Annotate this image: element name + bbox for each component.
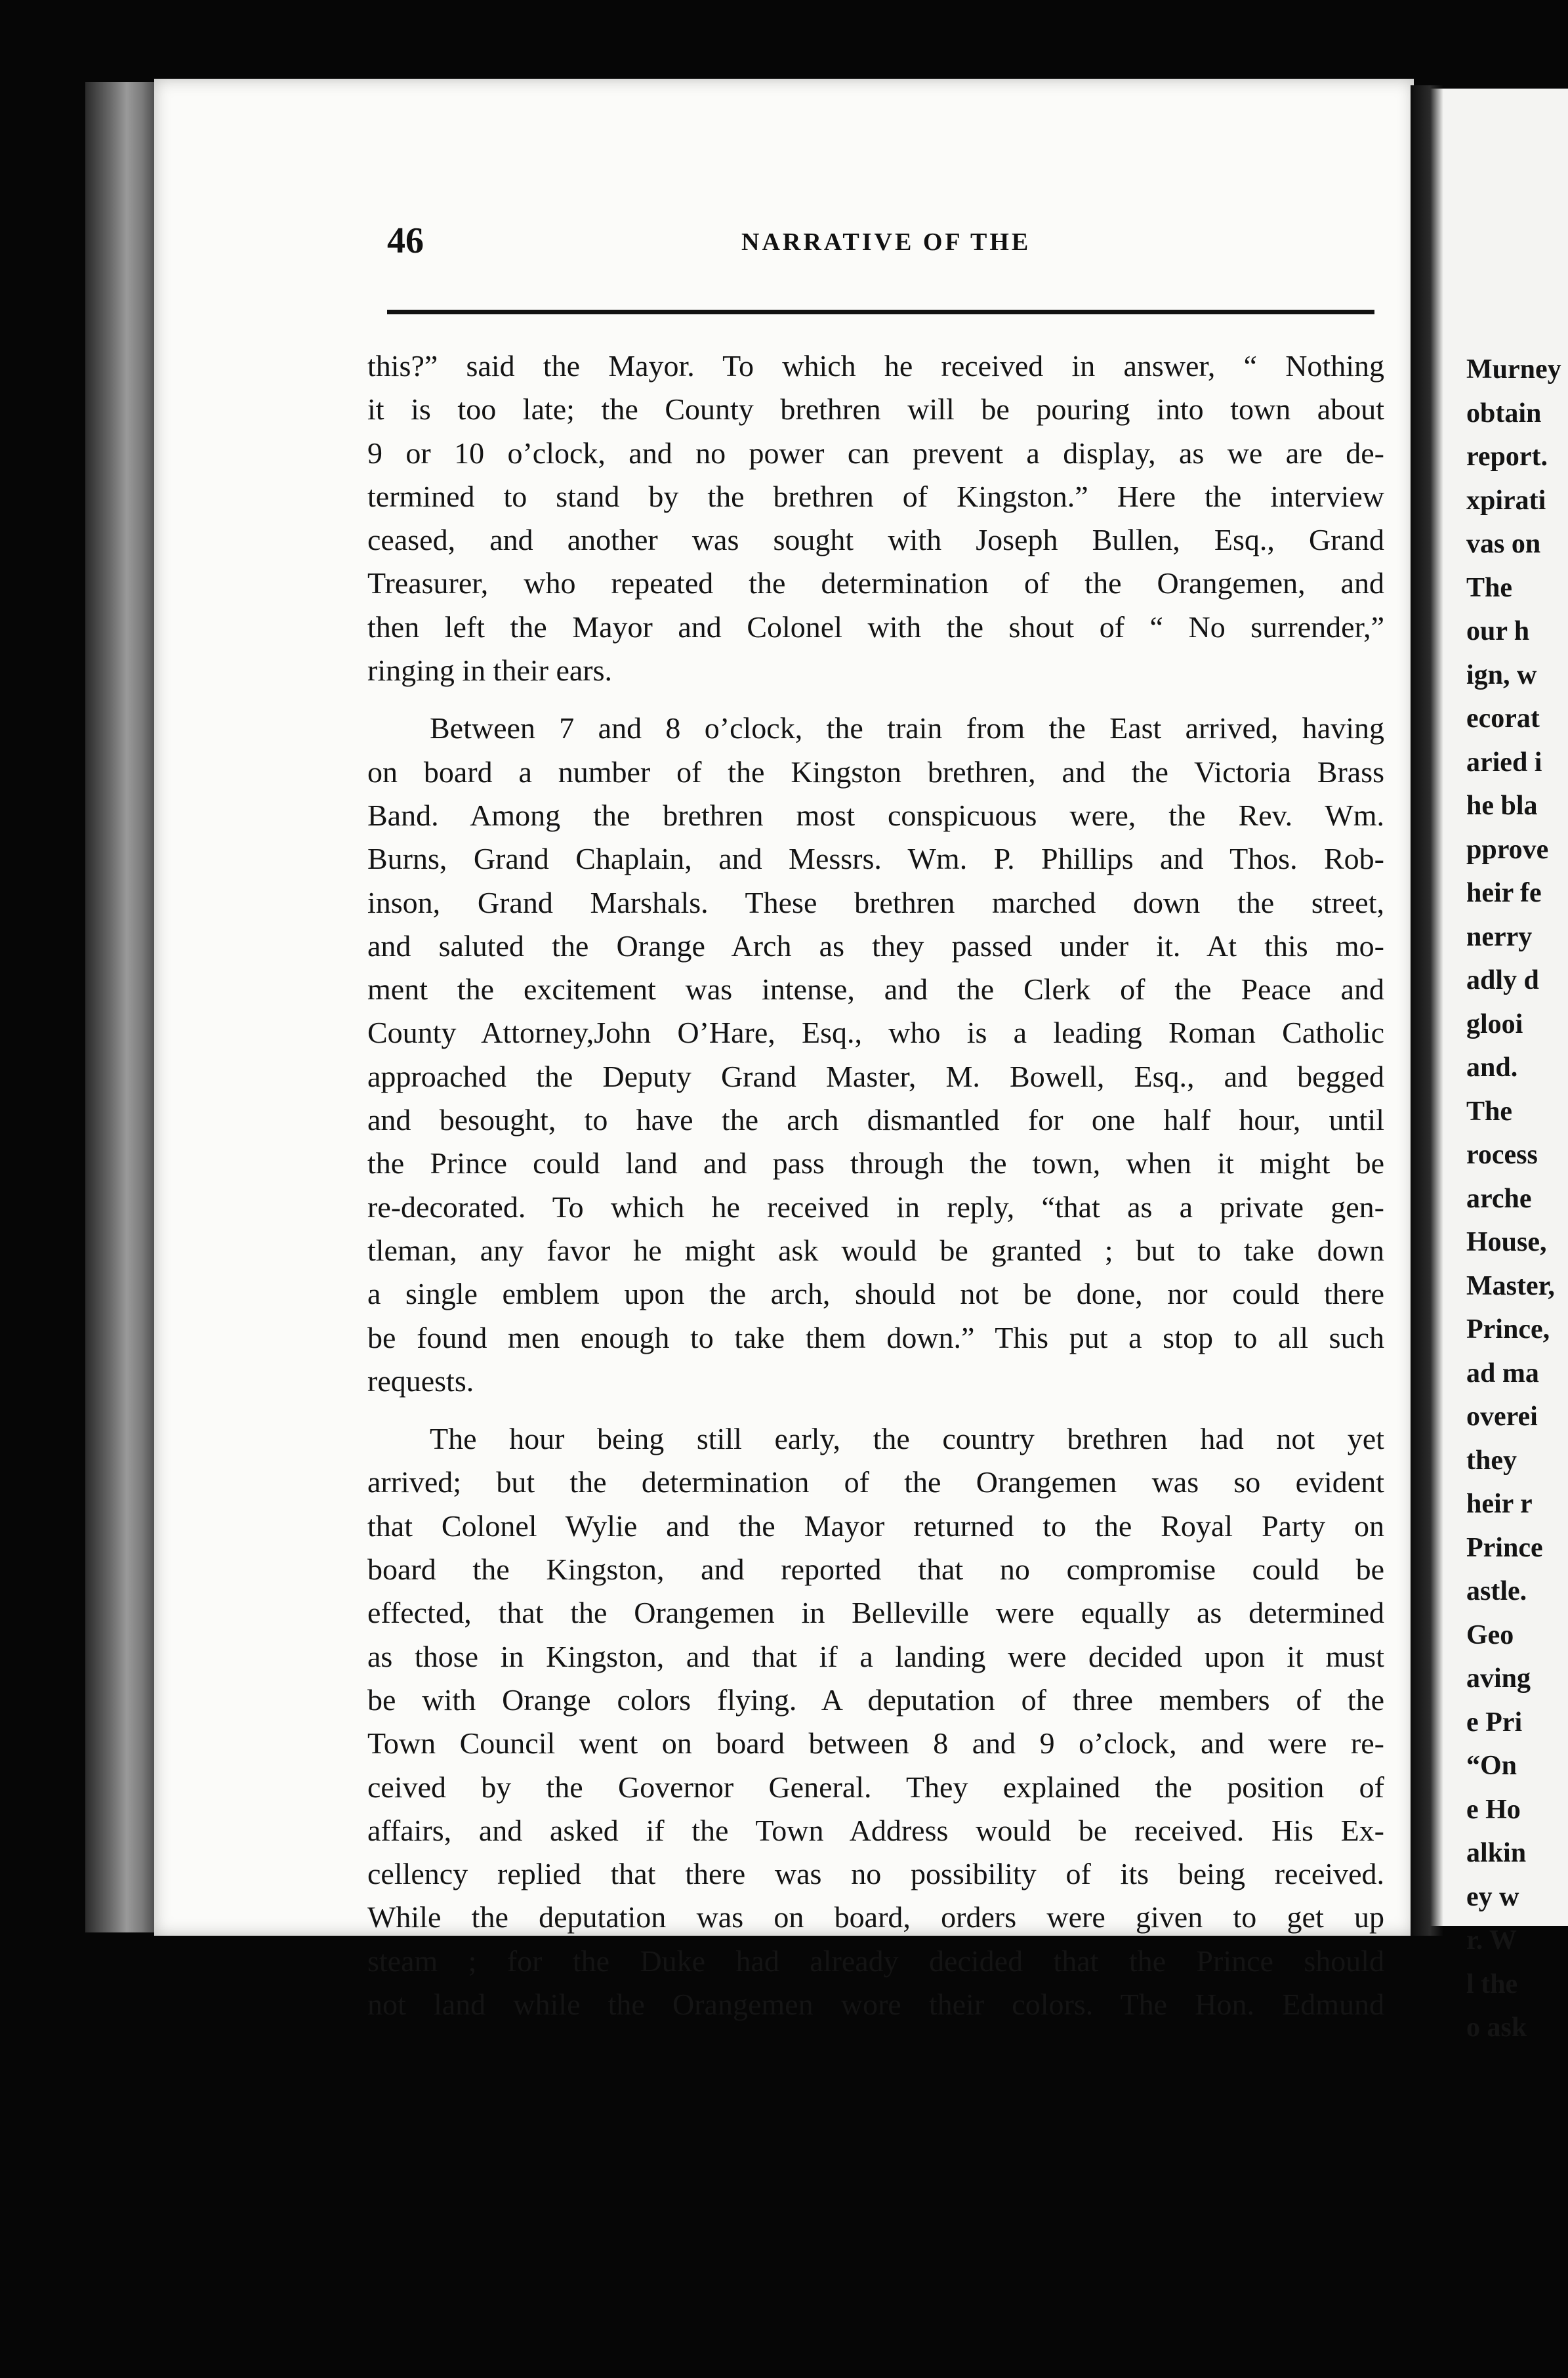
body-text <box>367 344 1384 2026</box>
text-line: Between 7 and 8 o’clock, the train from the East arrived, having <box>430 711 1384 745</box>
fragment-line: heir fe <box>1466 878 1542 908</box>
fragment-line: Prince <box>1466 1532 1543 1563</box>
text-line: County Attorney,John O’Hare, Esq., who is a leading Roman Catholic <box>367 1016 1384 1050</box>
text-line: the Prince could land and pass through the town, when it might be <box>367 1146 1384 1180</box>
fragment-line: “On <box>1466 1751 1517 1781</box>
paragraph-gap <box>367 692 1384 707</box>
gutter-shadow <box>1411 85 1443 1936</box>
fragment-line: aried i <box>1466 747 1542 778</box>
text-line: requests. <box>367 1364 474 1398</box>
fragment-line: e Pri <box>1466 1707 1523 1738</box>
fragment-line: Murney <box>1466 354 1561 385</box>
fragment-line: our h <box>1466 616 1530 646</box>
fragment-line: Geo <box>1466 1619 1514 1650</box>
text-line: be found men enough to take them down.” This put a stop to all such <box>367 1320 1384 1354</box>
fragment-line: astle. <box>1466 1576 1527 1606</box>
fragment-line: arche <box>1466 1183 1532 1214</box>
text-line: cellency replied that there was no possibility of its being received. <box>367 1857 1384 1891</box>
text-line: approached the Deputy Grand Master, M. Bowell, Esq., and begged <box>367 1059 1384 1093</box>
fragment-line: aving <box>1466 1663 1531 1694</box>
fragment-line: he bla <box>1466 791 1538 821</box>
fragment-line: overei <box>1466 1402 1538 1432</box>
text-line: then left the Mayor and Colonel with the shout of “ No surrender,” <box>367 610 1384 644</box>
text-line: Burns, Grand Chaplain, and Messrs. Wm. P. Phillips and Thos. Rob- <box>367 842 1384 876</box>
fragment-line: o ask <box>1466 2013 1527 2043</box>
text-line: as those in Kingston, and that if a landing were decided upon it must <box>367 1639 1384 1673</box>
fragment-line: and. <box>1466 1053 1518 1083</box>
text-line: Town Council went on board between 8 and 9 o’clock, and were re- <box>367 1726 1384 1761</box>
fragment-line: pprove <box>1466 834 1549 865</box>
fragment-line: The <box>1466 572 1513 603</box>
text-line: Band. Among the brethren most conspicuous were, the Rev. Wm. <box>367 798 1384 832</box>
page-number: 46 <box>387 220 424 261</box>
text-line: inson, Grand Marshals. These brethren marched down the street, <box>367 885 1384 919</box>
fragment-line: Master, <box>1466 1270 1555 1301</box>
fragment-line: vas on <box>1466 529 1541 559</box>
fragment-line: ey w <box>1466 1881 1519 1912</box>
fragment-line: adly d <box>1466 965 1539 995</box>
text-line: ceived by the Governor General. They explained the position of <box>367 1770 1384 1804</box>
paragraph-gap <box>367 1403 1384 1417</box>
text-line: 9 or 10 o’clock, and no power can prevent a display, as we are de- <box>367 436 1384 470</box>
text-line: not land while the Orangemen wore their colors. The Hon. Edmund <box>367 1987 1384 2021</box>
fragment-line: r. W <box>1466 1925 1517 1955</box>
page-header <box>387 220 1371 266</box>
fragment-line: xpirati <box>1466 485 1546 516</box>
fragment-line: obtain <box>1466 398 1542 428</box>
fragment-line: The <box>1466 1096 1513 1127</box>
fragment-line: l the <box>1466 1969 1518 1999</box>
fragment-line: ad ma <box>1466 1358 1539 1388</box>
text-line: a single emblem upon the arch, should not be done, nor could there <box>367 1277 1384 1311</box>
text-line: that Colonel Wylie and the Mayor returned to the Royal Party on <box>367 1509 1384 1543</box>
fragment-line: report. <box>1466 442 1548 472</box>
text-line: on board a number of the Kingston brethren, and the Victoria Brass <box>367 755 1384 789</box>
page-stack-edge <box>85 82 161 1932</box>
text-line: The hour being still early, the country brethren had not yet <box>430 1422 1384 1456</box>
text-line: steam ; for the Duke had already decided that the Prince should <box>367 1944 1384 1978</box>
fragment-line: ecorat <box>1466 703 1540 734</box>
text-line: Treasurer, who repeated the determination of the Orangemen, and <box>367 566 1384 600</box>
text-line: board the Kingston, and reported that no compromise could be <box>367 1553 1384 1587</box>
fragment-line: alkin <box>1466 1838 1527 1868</box>
text-line: tleman, any favor he might ask would be granted ; but to take down <box>367 1233 1384 1267</box>
fragment-line: nerry <box>1466 921 1533 952</box>
text-line: arrived; but the determination of the Orangemen was so evident <box>367 1465 1384 1499</box>
fragment-line: they <box>1466 1445 1517 1476</box>
text-line: it is too late; the County brethren will be pouring into town about <box>367 392 1384 427</box>
text-line: ment the excitement was intense, and the Clerk of the Peace and <box>367 972 1384 1007</box>
facing-page-fragments <box>1466 348 1568 2050</box>
text-line: and saluted the Orange Arch as they passed under it. At this mo- <box>367 928 1384 963</box>
running-title: NARRATIVE OF THE <box>741 228 1031 256</box>
text-line: While the deputation was on board, orders were given to get up <box>367 1900 1384 1934</box>
fragment-line: glooi <box>1466 1009 1523 1039</box>
text-line: termined to stand by the brethren of Kingston.” Here the interview <box>367 479 1384 513</box>
fragment-line: Prince, <box>1466 1314 1550 1345</box>
text-line: re-decorated. To which he received in reply, “that as a private gen- <box>367 1190 1384 1224</box>
text-line: effected, that the Orangemen in Belleville were equally as determined <box>367 1596 1384 1630</box>
fragment-line: e Ho <box>1466 1794 1521 1825</box>
fragment-line: ign, w <box>1466 659 1537 690</box>
text-line: ceased, and another was sought with Joseph Bullen, Esq., Grand <box>367 523 1384 557</box>
text-line: this?” said the Mayor. To which he received in answer, “ Nothing <box>367 349 1384 383</box>
text-line: affairs, and asked if the Town Address would be received. His Ex- <box>367 1813 1384 1847</box>
fragment-line: heir r <box>1466 1489 1533 1519</box>
text-line: and besought, to have the arch dismantled for one half hour, until <box>367 1103 1384 1137</box>
text-line: ringing in their ears. <box>367 654 613 688</box>
fragment-line: House, <box>1466 1227 1547 1257</box>
text-line: be with Orange colors flying. A deputation of three members of the <box>367 1682 1384 1717</box>
fragment-line: rocess <box>1466 1140 1538 1170</box>
header-rule <box>387 310 1374 314</box>
